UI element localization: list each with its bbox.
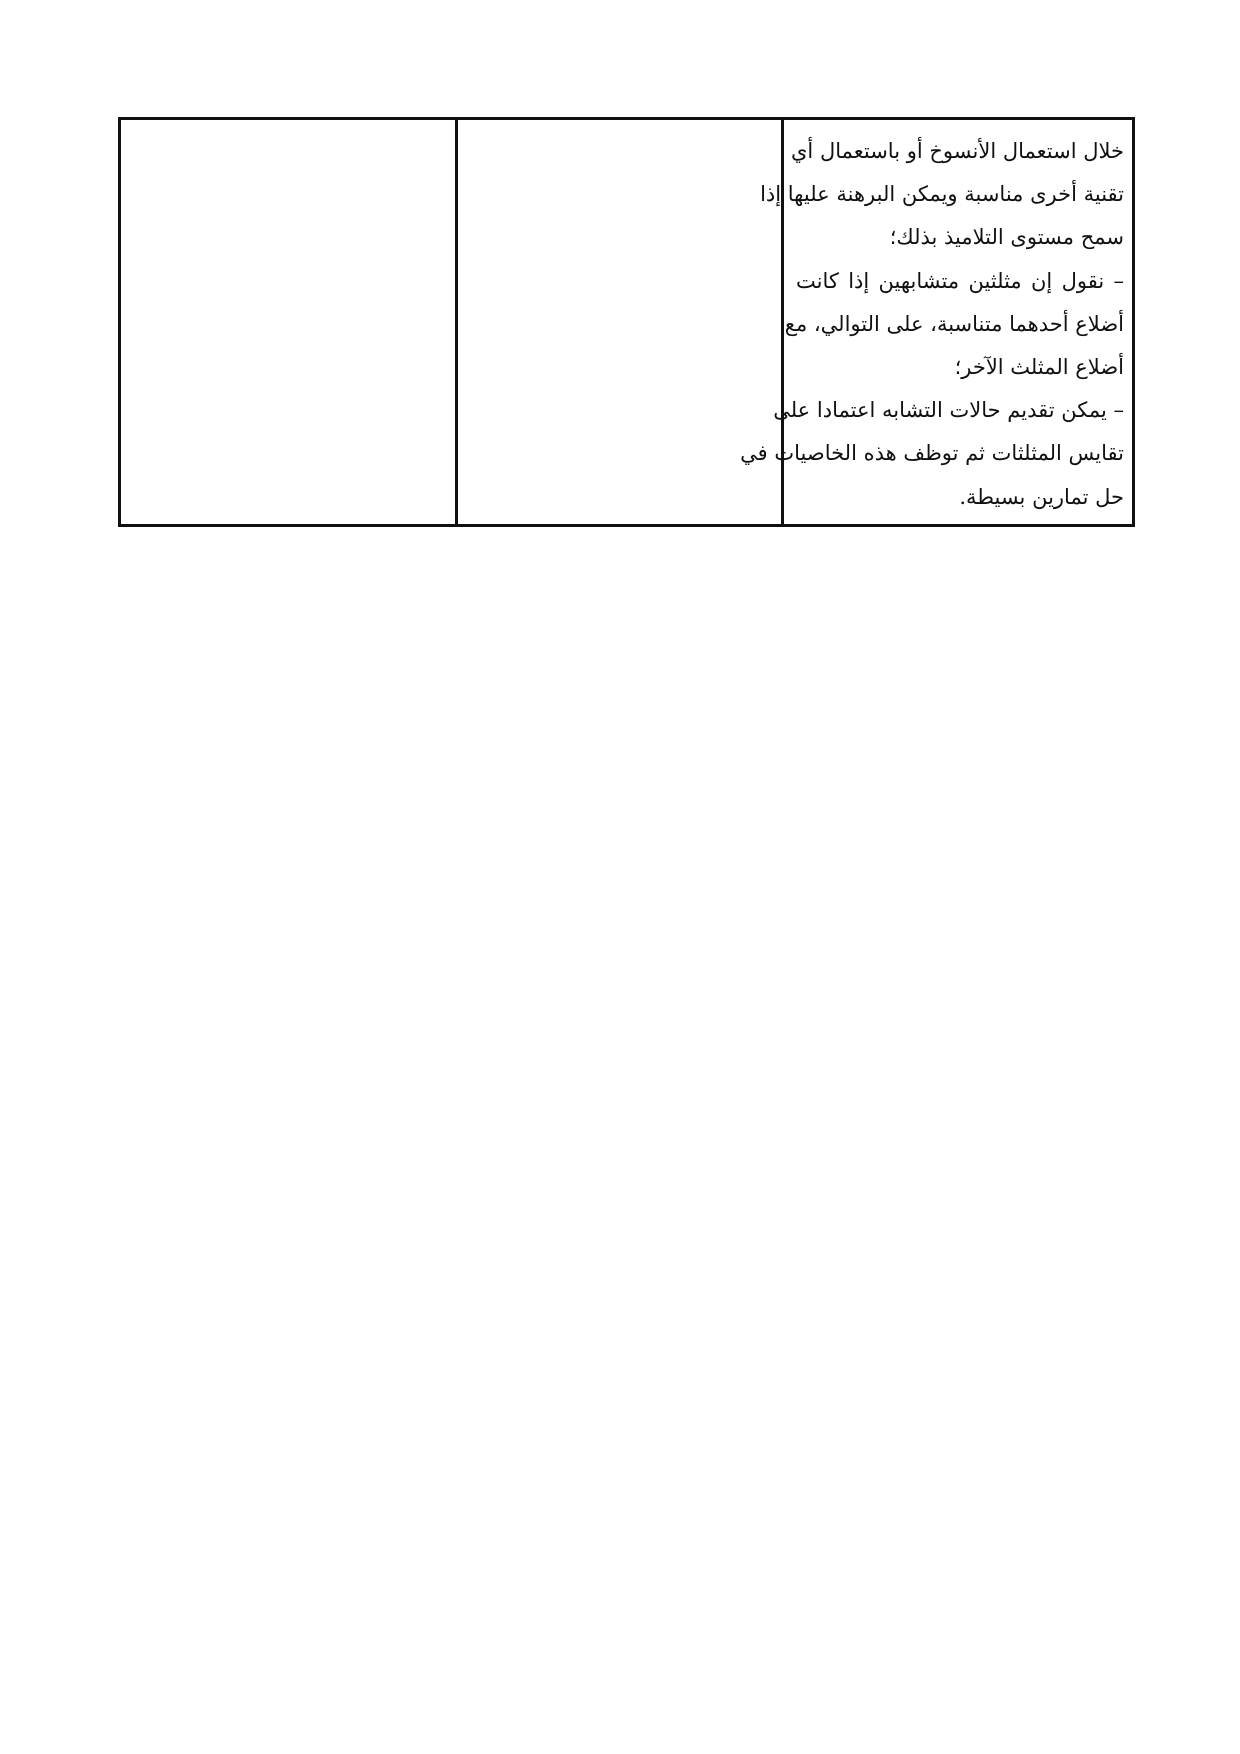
text-line: سمح مستوى التلاميذ بذلك؛ — [889, 225, 1124, 250]
text-line: أضلاع أحدهما متناسبة، على التوالي، مع — [784, 311, 1124, 336]
text-line: – يمكن تقديم حالات التشابه اعتمادا على — [773, 398, 1124, 423]
table-row — [120, 119, 1134, 526]
empty-cell-middle — [457, 119, 783, 526]
text-line: أضلاع المثلث الآخر؛ — [954, 354, 1124, 379]
text-cell — [740, 119, 1134, 526]
empty-cell-left — [120, 119, 457, 526]
text-line: تقايس المثلثات ثم توظف هذه الخاصيات في — [740, 441, 1124, 466]
text-line: خلال استعمال الأنسوخ أو باستعمال أي — [791, 139, 1124, 163]
cell-text-block — [740, 120, 1132, 519]
text-line: – نقول إن مثلثين متشابهين إذا كانت — [796, 268, 1124, 293]
text-line: حل تمارين بسيطة. — [959, 484, 1124, 509]
content-table — [118, 117, 1135, 527]
text-line: تقنية أخرى مناسبة ويمكن البرهنة عليها إذا — [760, 182, 1124, 207]
